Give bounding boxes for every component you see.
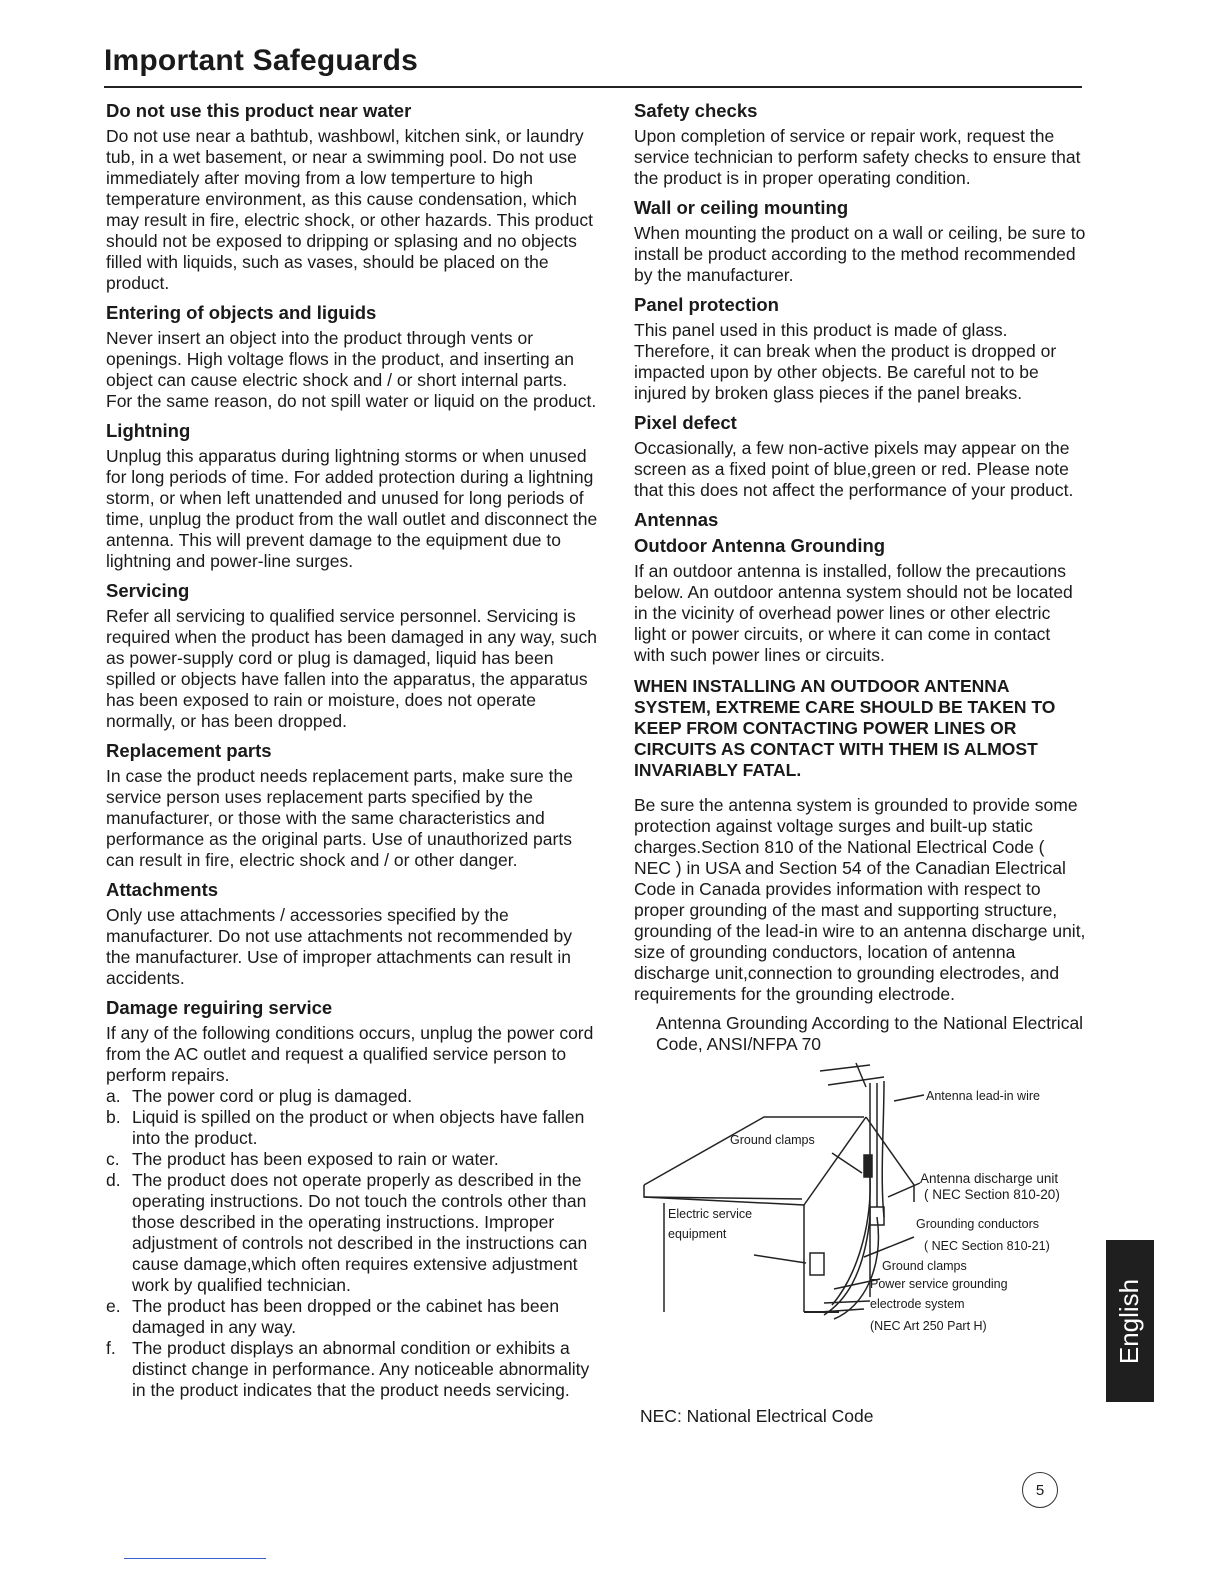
footnote: NEC: National Electrical Code	[640, 1406, 874, 1426]
label-ground-clamps-bottom: Ground clamps	[882, 1259, 967, 1273]
label-grounding-conductors-section: ( NEC Section 810-21)	[924, 1239, 1050, 1253]
damage-list	[106, 1086, 598, 1401]
section-heading: Damage reguiring service	[106, 997, 333, 1018]
list-marker: e.	[106, 1296, 121, 1316]
section-heading: Antennas	[634, 509, 719, 530]
section-body: Unplug this apparatus during lightning storms or when unused for long periods of time. For added protection during a lightning storm, or when left unattended and unused for long periods of time, unplug the product from the wall outlet and disconnect the antenna. This will prevent damage to the equipment due to lightning and power-line surges.	[106, 446, 598, 571]
label-power-service-grounding: Power service grounding	[870, 1277, 1008, 1291]
section-heading: Replacement parts	[106, 740, 272, 761]
label-discharge-unit: Antenna discharge unit	[920, 1171, 1059, 1186]
section-pixel	[634, 412, 1086, 501]
section-body: Upon completion of service or repair work, request the service technician to perform safety checks to ensure that the product is in proper operating condition.	[634, 126, 1081, 188]
list-item-text: The product has been dropped or the cabinet has been damaged in any way.	[132, 1296, 560, 1337]
page-title: Important Safeguards	[104, 44, 419, 77]
antenna-grounding-diagram	[634, 1057, 1086, 1357]
section-body: Do not use near a bathtub, washbowl, kitchen sink, or laundry tub, in a wet basement, or near a swimming pool. Do not use immediately after moving from a low temperture to high temperature environment, as this cause condensation, which may result in fire, electric shock, or other hazards. This product should not be exposed to dripping or splasing and no objects filled with liquids, such as vases, should be placed on the product.	[106, 126, 593, 293]
list-item-text: Liquid is spilled on the product or when objects have fallen into the product.	[132, 1107, 585, 1148]
section-mounting	[634, 197, 1086, 286]
list-item-text: The power cord or plug is damaged.	[132, 1086, 413, 1106]
list-item	[106, 1149, 598, 1170]
list-item-text: The product displays an abnormal condition or exhibits a distinct change in performance. Any noticeable abnormality in the product indicates that the product needs servicing.	[132, 1338, 590, 1400]
label-lead-in-wire: Antenna lead-in wire	[926, 1089, 1040, 1103]
section-heading: Safety checks	[634, 100, 758, 121]
language-tab	[1106, 1240, 1154, 1402]
label-electric-service-equipment: equipment	[668, 1227, 727, 1241]
figure-caption: Antenna Grounding According to the National Electrical Code, ANSI/NFPA 70	[656, 1013, 1084, 1054]
section-replacement	[106, 740, 598, 871]
section-lightning	[106, 420, 598, 572]
list-item	[106, 1086, 598, 1107]
section-heading: Do not use this product near water	[106, 100, 412, 121]
section-body: Never insert an object into the product through vents or openings. High voltage flows in the product, and inserting an object can cause electric shock and / or short internal parts. For the same reason, do not spill water or liquid on the product.	[106, 328, 597, 411]
list-item-text: The product has been exposed to rain or water.	[132, 1149, 499, 1169]
list-item	[106, 1107, 598, 1149]
right-column	[634, 100, 1086, 1357]
section-body: Be sure the antenna system is grounded to provide some protection against voltage surges and built-up static charges.Section 810 of the National Electrical Code ( NEC ) in USA and Section 54 of the Canadian Electrical Code in Canada provides information with respect to proper grounding of the mast and supporting structure, grounding of the lead-in wire to an antenna discharge unit, size of grounding conductors, location of antenna discharge unit,connection to grounding electrodes, and requirements for the grounding electrode.	[634, 795, 1086, 1004]
section-heading: Pixel defect	[634, 412, 737, 433]
label-electrode-system: electrode system	[870, 1297, 965, 1311]
list-item	[106, 1338, 598, 1401]
section-water	[106, 100, 598, 294]
section-body: Occasionally, a few non-active pixels may appear on the screen as a fixed point of blue,green or red. Please note that this does not affect the performance of your product.	[634, 438, 1074, 500]
list-item	[106, 1170, 598, 1296]
language-tab-label: English	[1114, 1278, 1145, 1364]
section-body: This panel used in this product is made of glass. Therefore, it can break when the product is dropped or impacted upon by other objects. Be careful not to be injured by broken glass pieces if the panel breaks.	[634, 320, 1057, 403]
section-grounding	[634, 795, 1086, 1005]
label-electric-service: Electric service	[668, 1207, 753, 1221]
list-marker: b.	[106, 1107, 121, 1127]
section-antennas	[634, 509, 1086, 666]
section-heading: Attachments	[106, 879, 219, 900]
list-marker: a.	[106, 1086, 121, 1106]
list-item-text: The product does not operate properly as described in the operating instructions. Do not touch the controls other than those described in the operating instructions. Improper adjustment of controls not described in the instructions can cause damage,which often requires extensive adjustment work by qualified technician.	[132, 1170, 588, 1295]
section-subheading: Outdoor Antenna Grounding	[634, 535, 886, 556]
label-nec-art-250: (NEC Art 250 Part H)	[870, 1319, 987, 1333]
section-body: If any of the following conditions occurs, unplug the power cord from the AC outlet and request a qualified service person to perform repairs.	[106, 1023, 594, 1085]
bottom-rule	[124, 1558, 266, 1559]
section-heading: Lightning	[106, 420, 191, 441]
section-objects	[106, 302, 598, 412]
section-body: If an outdoor antenna is installed, follow the precautions below. An outdoor antenna system should not be located in the vicinity of overhead power lines or other electric light or power circuits, or where it can come in contact with such power lines or circuits.	[634, 561, 1073, 665]
list-marker: f.	[106, 1338, 116, 1358]
section-heading: Servicing	[106, 580, 190, 601]
section-heading: Panel protection	[634, 294, 779, 315]
title-divider	[104, 86, 1082, 88]
list-marker: d.	[106, 1170, 121, 1190]
section-heading: Entering of objects and liguids	[106, 302, 377, 323]
label-ground-clamps-top: Ground clamps	[730, 1133, 815, 1147]
page-number: 5	[1022, 1472, 1058, 1508]
section-attachments	[106, 879, 598, 989]
section-body: Refer all servicing to qualified service personnel. Servicing is required when the product has been damaged in any way, such as power-supply cord or plug is damaged, liquid has been spilled or objects have fallen into the apparatus, the apparatus has been exposed to rain or moisture, does not operate normally, or has been dropped.	[106, 606, 597, 731]
section-body: In case the product needs replacement parts, make sure the service person uses replacement parts specified by the manufacturer, or those with the same characteristics and performance as the original parts. Use of unauthorized parts can result in fire, electric shock and / or other danger.	[106, 766, 573, 870]
section-heading: Wall or ceiling mounting	[634, 197, 849, 218]
section-damage	[106, 997, 598, 1401]
list-marker: c.	[106, 1149, 120, 1169]
label-discharge-section: ( NEC Section 810-20)	[924, 1187, 1060, 1202]
section-body: Only use attachments / accessories specified by the manufacturer. Do not use attachments not recommended by the manufacturer. Use of improper attachments can result in accidents.	[106, 905, 572, 988]
left-column	[106, 100, 598, 1409]
label-grounding-conductors: Grounding conductors	[916, 1217, 1039, 1231]
section-panel	[634, 294, 1086, 404]
section-servicing	[106, 580, 598, 732]
warning-text: WHEN INSTALLING AN OUTDOOR ANTENNA SYSTEM, EXTREME CARE SHOULD BE TAKEN TO KEEP FROM CONTACTING POWER LINES OR CIRCUITS AS CONTACT WITH THEM IS ALMOST INVARIABLY FATAL.	[634, 676, 1056, 780]
section-safety	[634, 100, 1086, 189]
list-item	[106, 1296, 598, 1338]
section-body: When mounting the product on a wall or ceiling, be sure to install be product according to the method recommended by the manufacturer.	[634, 223, 1086, 285]
